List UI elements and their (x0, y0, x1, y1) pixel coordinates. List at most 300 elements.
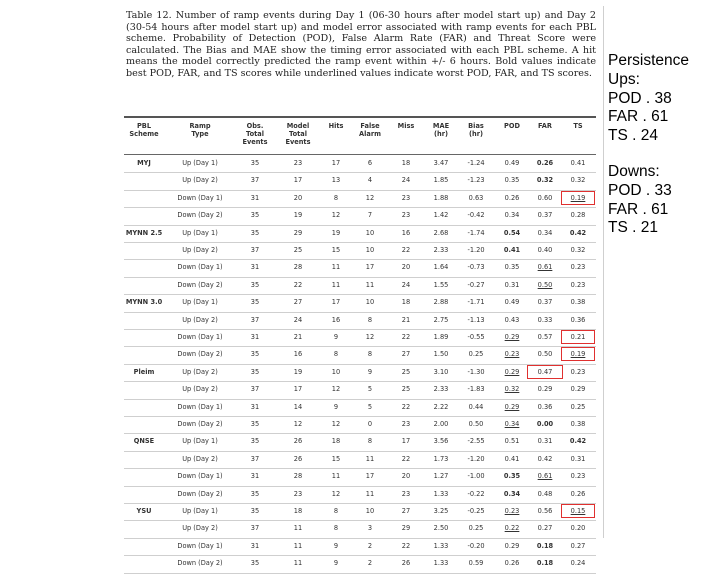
table-row (118, 417, 604, 434)
cell-hits: 11 (331, 280, 341, 289)
cell-fa: 11 (365, 454, 375, 463)
table-row (118, 278, 604, 295)
cell-ts: 0.38 (570, 420, 586, 428)
cell-far: 0.00 (536, 420, 554, 428)
cell-miss: 23 (401, 193, 411, 202)
cell-fa: 10 (365, 507, 375, 515)
cell-ts: 0.23 (570, 280, 586, 289)
cell-far: 0.33 (537, 315, 553, 324)
cell-ts: 0.26 (570, 489, 586, 498)
notes-title: Persistence (608, 52, 689, 69)
cell-fa: 5 (367, 385, 373, 394)
table-row (118, 295, 604, 312)
cell-pod: 0.34 (503, 489, 521, 498)
cell-obs: 37 (250, 246, 260, 254)
cell-mae: 3.47 (433, 159, 449, 167)
cell-model: 14 (293, 402, 303, 411)
cell-miss: 21 (401, 315, 411, 324)
cell-hits: 8 (333, 193, 339, 202)
column-header-type: Ramp Type (189, 122, 211, 138)
cell-type: Up (Day 2) (182, 367, 218, 376)
cell-pod: 0.49 (504, 159, 520, 167)
cell-hits: 13 (331, 176, 341, 185)
cell-obs: 37 (250, 385, 260, 394)
table-row (118, 208, 604, 225)
cell-mae: 1.88 (433, 193, 449, 202)
table-row (118, 226, 604, 243)
cell-model: 26 (293, 437, 303, 446)
table-row (118, 365, 604, 382)
table-row (118, 556, 604, 573)
cell-ts: 0.32 (570, 246, 586, 254)
cell-mae: 1.50 (433, 350, 449, 359)
cell-bias: 0.63 (468, 193, 484, 202)
cell-type: Up (Day 1) (182, 298, 218, 307)
cell-scheme: MYNN 3.0 (125, 298, 163, 307)
cell-ts: 0.20 (570, 524, 586, 533)
cell-bias: -1.20 (467, 454, 485, 463)
cell-model: 26 (293, 454, 303, 463)
notes-gap (608, 146, 716, 163)
cell-fa: 10 (365, 246, 375, 254)
cell-ts: 0.38 (570, 298, 586, 307)
column-header-mae: MAE (hr) (432, 122, 450, 138)
cell-ts: 0.23 (570, 263, 586, 272)
cell-hits: 18 (331, 437, 341, 446)
cell-pod: 0.35 (503, 472, 521, 481)
cell-pod: 0.29 (504, 541, 520, 550)
table-row (118, 434, 604, 451)
cell-type: Up (Day 1) (182, 507, 218, 515)
table-row (118, 260, 604, 277)
cell-mae: 1.55 (433, 280, 449, 289)
cell-obs: 35 (250, 280, 260, 289)
cell-model: 21 (293, 333, 303, 341)
cell-miss: 20 (401, 263, 411, 272)
cell-mae: 3.56 (433, 437, 449, 446)
cell-far: 0.27 (537, 524, 553, 533)
row-divider (124, 573, 596, 574)
cell-hits: 17 (331, 298, 341, 307)
ups-pod: POD . 38 (608, 89, 672, 107)
cell-mae: 3.25 (433, 507, 449, 515)
cell-fa: 12 (365, 333, 375, 341)
cell-obs: 31 (250, 402, 260, 411)
cell-pod: 0.29 (504, 367, 520, 376)
cell-scheme: MYJ (137, 159, 151, 167)
cell-mae: 2.33 (433, 385, 449, 394)
cell-model: 12 (293, 420, 303, 428)
cell-far: 0.42 (537, 454, 553, 463)
cell-miss: 22 (401, 333, 411, 341)
cell-hits: 12 (331, 420, 341, 428)
cell-pod: 0.34 (504, 420, 520, 428)
cell-bias: -1.00 (467, 472, 485, 481)
cell-bias: -1.30 (467, 367, 485, 376)
cell-far: 0.61 (537, 263, 553, 272)
table-row (118, 400, 604, 417)
cell-far: 0.31 (537, 437, 553, 446)
cell-hits: 16 (331, 315, 341, 324)
cell-type: Down (Day 1) (177, 541, 223, 550)
table-row (118, 243, 604, 260)
cell-fa: 12 (365, 193, 375, 202)
cell-ts: 0.24 (570, 559, 586, 568)
cell-ts: 0.42 (569, 437, 587, 446)
table-row (118, 382, 604, 399)
cell-ts: 0.19 (564, 194, 592, 202)
cell-hits: 12 (331, 385, 341, 394)
cell-bias: -0.27 (467, 280, 485, 289)
cell-pod: 0.41 (504, 454, 520, 463)
table-figure (118, 6, 604, 568)
cell-fa: 9 (367, 367, 373, 376)
cell-miss: 16 (401, 228, 411, 237)
cell-obs: 35 (250, 420, 260, 428)
cell-pod: 0.23 (504, 350, 520, 359)
column-header-model: Model Total Events (285, 122, 311, 146)
cell-obs: 35 (250, 559, 260, 568)
cell-miss: 23 (401, 489, 411, 498)
cell-mae: 1.27 (433, 472, 449, 481)
cell-miss: 25 (401, 385, 411, 394)
cell-obs: 35 (250, 507, 260, 515)
cell-far: 0.29 (537, 385, 553, 394)
cell-mae: 1.42 (433, 211, 449, 220)
table-row (118, 452, 604, 469)
cell-mae: 1.33 (433, 559, 449, 568)
cell-miss: 26 (401, 559, 411, 568)
cell-fa: 17 (365, 263, 375, 272)
cell-pod: 0.29 (504, 402, 520, 411)
cell-type: Up (Day 1) (182, 437, 218, 446)
cell-obs: 35 (250, 298, 260, 307)
cell-fa: 10 (365, 298, 375, 307)
cell-type: Down (Day 1) (177, 472, 223, 481)
cell-fa: 3 (367, 524, 373, 533)
column-header-pod: POD (504, 122, 520, 130)
cell-miss: 27 (401, 507, 411, 515)
cell-ts: 0.25 (570, 402, 586, 411)
downs-far: FAR . 61 (608, 200, 669, 218)
cell-fa: 8 (367, 315, 373, 324)
cell-far: 0.57 (537, 333, 553, 341)
cell-bias: -1.24 (467, 159, 485, 167)
cell-miss: 20 (401, 472, 411, 481)
cell-pod: 0.31 (504, 280, 520, 289)
cell-model: 27 (293, 298, 303, 307)
cell-bias: -0.42 (467, 211, 485, 220)
cell-obs: 37 (250, 454, 260, 463)
cell-bias: -2.55 (467, 437, 485, 446)
cell-type: Down (Day 1) (177, 402, 223, 411)
cell-hits: 17 (331, 159, 341, 167)
header-rule-bottom (124, 154, 596, 155)
cell-bias: -1.20 (467, 246, 485, 254)
cell-model: 11 (293, 524, 303, 533)
cell-obs: 31 (250, 193, 260, 202)
cell-model: 16 (293, 350, 303, 359)
table-header-row (118, 118, 604, 154)
cell-model: 24 (293, 315, 303, 324)
cell-fa: 0 (367, 420, 373, 428)
cell-miss: 22 (401, 454, 411, 463)
table-row (118, 173, 604, 190)
cell-model: 11 (293, 541, 303, 550)
cell-miss: 24 (401, 280, 411, 289)
table-caption: Table 12. Number of ramp events during Day 1 (06-30 hours after model start up) and Day 2 (30-54 hours after model start up) and model error associated with ramp events for each PBL scheme. Probability of Detection (POD), False Alarm Rate (FAR) and Threat Score were calculated. The Bias and MAE show the timing error associated with each PBL scheme. A hit means the model correctly predicted the ramp event within +/- 6 hours. Bold values indicate best POD, FAR, and TS scores while underlined values indicate worst POD, FAR, and TS scores. (126, 10, 596, 79)
cell-fa: 11 (365, 489, 375, 498)
column-header-bias: Bias (hr) (468, 122, 484, 138)
downs-ts: TS . 21 (608, 219, 658, 237)
cell-fa: 17 (365, 472, 375, 481)
column-header-scheme: PBL Scheme (129, 122, 159, 138)
cell-pod: 0.49 (504, 298, 520, 307)
cell-hits: 19 (331, 228, 341, 237)
cell-pod: 0.29 (504, 333, 520, 341)
cell-obs: 37 (250, 315, 260, 324)
cell-far: 0.48 (537, 489, 553, 498)
cell-scheme: QNSE (133, 437, 155, 446)
cell-miss: 23 (401, 211, 411, 220)
cell-far: 0.60 (537, 193, 553, 202)
cell-fa: 10 (365, 228, 375, 237)
cell-mae: 1.85 (433, 176, 449, 185)
cell-far: 0.37 (537, 298, 553, 307)
cell-pod: 0.26 (504, 193, 520, 202)
cell-obs: 35 (250, 489, 260, 498)
cell-far: 0.40 (537, 246, 553, 254)
cell-miss: 17 (401, 437, 411, 446)
cell-ts: 0.23 (570, 367, 586, 376)
cell-hits: 12 (331, 489, 341, 498)
cell-mae: 2.00 (433, 420, 449, 428)
cell-ts: 0.29 (570, 385, 586, 394)
cell-far: 0.47 (530, 368, 560, 376)
cell-type: Up (Day 2) (182, 315, 218, 324)
cell-far: 0.26 (536, 159, 554, 167)
cell-obs: 35 (250, 437, 260, 446)
cell-mae: 3.10 (433, 367, 449, 376)
cell-miss: 25 (401, 367, 411, 376)
cell-hits: 9 (333, 402, 339, 411)
cell-ts: 0.32 (570, 176, 586, 185)
cell-ts: 0.23 (570, 472, 586, 481)
cell-hits: 11 (331, 472, 341, 481)
cell-bias: 0.50 (468, 420, 484, 428)
cell-fa: 4 (367, 176, 373, 185)
ups-ts: TS . 24 (608, 127, 658, 145)
cell-type: Down (Day 2) (177, 420, 223, 428)
cell-scheme: MYNN 2.5 (125, 228, 163, 237)
cell-pod: 0.23 (504, 507, 520, 515)
cell-obs: 31 (250, 263, 260, 272)
cell-type: Up (Day 1) (182, 159, 218, 167)
cell-bias: -1.23 (467, 176, 485, 185)
cell-miss: 24 (401, 176, 411, 185)
cell-bias: -0.55 (467, 333, 485, 341)
cell-bias: -1.83 (467, 385, 485, 394)
cell-type: Down (Day 2) (177, 489, 223, 498)
cell-type: Up (Day 2) (182, 454, 218, 463)
cell-miss: 27 (401, 350, 411, 359)
cell-model: 19 (293, 367, 303, 376)
cell-hits: 8 (333, 507, 339, 515)
table-row (118, 521, 604, 538)
cell-type: Down (Day 2) (177, 350, 223, 359)
cell-model: 23 (293, 159, 303, 167)
cell-type: Down (Day 2) (177, 280, 223, 289)
cell-far: 0.50 (537, 280, 553, 289)
cell-model: 22 (293, 280, 303, 289)
table-row (118, 330, 604, 347)
cell-bias: 0.59 (468, 559, 484, 568)
cell-type: Down (Day 1) (177, 333, 223, 341)
cell-model: 17 (293, 385, 303, 394)
cell-fa: 2 (367, 559, 373, 568)
cell-far: 0.36 (537, 402, 553, 411)
cell-mae: 1.33 (433, 489, 449, 498)
cell-miss: 29 (401, 524, 411, 533)
cell-type: Down (Day 2) (177, 211, 223, 220)
cell-hits: 12 (331, 211, 341, 220)
cell-mae: 1.73 (433, 454, 449, 463)
cell-obs: 35 (250, 159, 260, 167)
downs-pod: POD . 33 (608, 181, 672, 199)
cell-model: 11 (293, 559, 303, 568)
cell-scheme: YSU (136, 507, 152, 515)
cell-mae: 2.22 (433, 402, 449, 411)
cell-model: 17 (293, 176, 303, 185)
persistence-notes (608, 52, 716, 238)
cell-ts: 0.41 (570, 159, 586, 167)
cell-model: 28 (293, 472, 303, 481)
cell-mae: 1.64 (433, 263, 449, 272)
cell-far: 0.18 (536, 541, 554, 550)
cell-model: 19 (293, 211, 303, 220)
table-row (118, 156, 604, 173)
downs-label: Downs: (608, 162, 660, 180)
cell-hits: 9 (333, 559, 339, 568)
cell-obs: 35 (250, 350, 260, 359)
cell-pod: 0.22 (504, 524, 520, 533)
table-row (118, 487, 604, 504)
cell-hits: 9 (333, 333, 339, 341)
column-header-hits: Hits (328, 122, 344, 130)
cell-miss: 22 (401, 246, 411, 254)
cell-pod: 0.35 (504, 176, 520, 185)
cell-bias: -1.74 (467, 228, 485, 237)
cell-ts: 0.28 (570, 211, 586, 220)
cell-miss: 23 (401, 420, 411, 428)
cell-bias: -0.25 (467, 507, 485, 515)
cell-hits: 15 (331, 246, 341, 254)
cell-pod: 0.32 (504, 385, 520, 394)
cell-bias: 0.25 (468, 350, 484, 359)
cell-obs: 37 (250, 524, 260, 533)
cell-ts: 0.19 (564, 350, 592, 358)
column-header-far: FAR (538, 122, 552, 130)
cell-fa: 7 (367, 211, 373, 220)
column-header-ts: TS (573, 122, 583, 130)
cell-far: 0.56 (537, 507, 553, 515)
cell-model: 28 (293, 263, 303, 272)
cell-mae: 2.33 (433, 246, 449, 254)
column-header-miss: Miss (397, 122, 415, 130)
cell-bias: -1.13 (467, 315, 485, 324)
cell-ts: 0.21 (564, 333, 592, 341)
cell-hits: 15 (331, 454, 341, 463)
table-row (118, 191, 604, 208)
cell-pod: 0.34 (504, 211, 520, 220)
table-row (118, 313, 604, 330)
cell-miss: 22 (401, 402, 411, 411)
cell-type: Down (Day 1) (177, 263, 223, 272)
cell-ts: 0.36 (570, 315, 586, 324)
cell-far: 0.18 (536, 559, 554, 568)
cell-far: 0.61 (537, 472, 553, 481)
cell-bias: 0.44 (468, 402, 484, 411)
cell-model: 23 (293, 489, 303, 498)
cell-type: Down (Day 1) (177, 193, 223, 202)
cell-hits: 9 (333, 541, 339, 550)
cell-miss: 18 (401, 159, 411, 167)
cell-miss: 18 (401, 298, 411, 307)
cell-type: Down (Day 2) (177, 559, 223, 568)
cell-mae: 2.75 (433, 315, 449, 324)
cell-far: 0.34 (537, 228, 553, 237)
cell-pod: 0.26 (504, 559, 520, 568)
cell-obs: 31 (250, 541, 260, 550)
table-row (118, 347, 604, 364)
cell-far: 0.37 (537, 211, 553, 220)
table-row (118, 504, 604, 521)
ups-far: FAR . 61 (608, 108, 669, 126)
cell-model: 18 (293, 507, 303, 515)
cell-type: Up (Day 2) (182, 246, 218, 254)
cell-obs: 31 (250, 333, 260, 341)
cell-bias: 0.25 (468, 524, 484, 533)
cell-ts: 0.42 (569, 228, 587, 237)
table-row (118, 539, 604, 556)
ups-label: Ups: (608, 70, 640, 88)
cell-scheme: Pleim (133, 367, 155, 376)
cell-hits: 8 (333, 524, 339, 533)
cell-fa: 11 (365, 280, 375, 289)
cell-obs: 31 (250, 472, 260, 481)
cell-fa: 2 (367, 541, 373, 550)
cell-far: 0.50 (537, 350, 553, 359)
cell-hits: 11 (331, 263, 341, 272)
table-row (118, 469, 604, 486)
cell-bias: -0.20 (467, 541, 485, 550)
cell-type: Up (Day 1) (182, 228, 218, 237)
cell-mae: 1.33 (433, 541, 449, 550)
cell-obs: 35 (250, 367, 260, 376)
cell-ts: 0.15 (564, 507, 592, 515)
cell-type: Up (Day 2) (182, 524, 218, 533)
cell-obs: 37 (250, 176, 260, 185)
cell-pod: 0.54 (503, 228, 521, 237)
column-header-obs: Obs. Total Events (242, 122, 268, 146)
cell-ts: 0.27 (570, 541, 586, 550)
cell-bias: -0.22 (467, 489, 485, 498)
cell-fa: 5 (367, 402, 373, 411)
cell-model: 25 (293, 246, 303, 254)
column-header-fa: False Alarm (359, 122, 381, 138)
cell-pod: 0.43 (504, 315, 520, 324)
cell-mae: 1.89 (433, 333, 449, 341)
